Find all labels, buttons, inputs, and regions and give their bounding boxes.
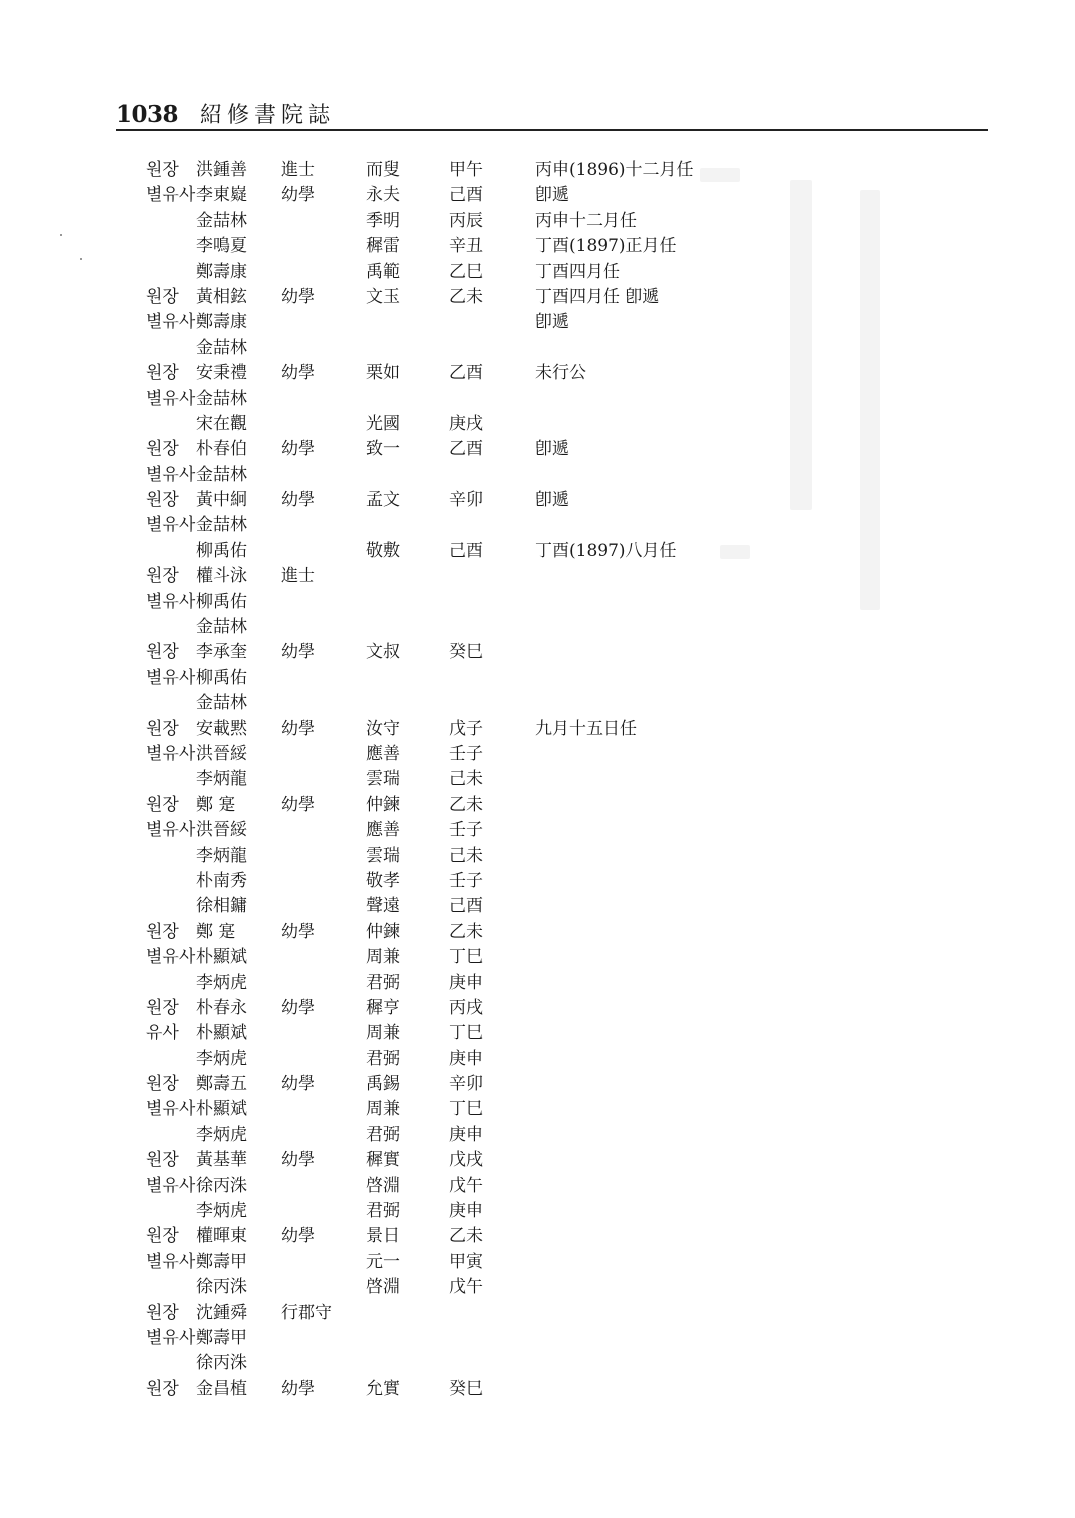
page-number: 1038 xyxy=(116,101,179,128)
entry-birth-year: 丁巳 xyxy=(449,947,483,968)
entry-courtesy-name: 文叔 xyxy=(366,642,400,663)
entry-birth-year: 壬子 xyxy=(449,743,483,764)
entry-name: 李炳虎 xyxy=(196,1048,247,1069)
entry-courtesy-name: 元一 xyxy=(366,1251,400,1272)
list-item xyxy=(0,793,1075,818)
entry-note: 卽遞 xyxy=(535,490,569,511)
entry-courtesy-name: 應善 xyxy=(366,743,400,764)
entry-name: 徐相鏞 xyxy=(196,896,247,917)
list-item xyxy=(0,818,1075,843)
entry-name: 李鳴夏 xyxy=(196,236,247,257)
list-item xyxy=(0,920,1075,945)
entry-grade: 幼學 xyxy=(281,363,315,384)
entry-note: 丙申十二月任 xyxy=(535,210,637,231)
entry-name: 鄭壽康 xyxy=(196,261,247,282)
entry-courtesy-name: 孟文 xyxy=(366,490,400,511)
entry-birth-year: 己酉 xyxy=(449,896,483,917)
list-item xyxy=(0,640,1075,665)
entry-courtesy-name: 穉亨 xyxy=(366,997,400,1018)
list-item xyxy=(0,996,1075,1021)
entry-note: 卽遞 xyxy=(535,439,569,460)
entry-grade: 進士 xyxy=(281,566,315,587)
entry-role: 원장 xyxy=(146,1150,179,1171)
entry-grade: 幼學 xyxy=(281,1378,315,1399)
entry-name: 鄭 寔 xyxy=(196,921,236,942)
list-item xyxy=(0,539,1075,564)
entry-name: 洪晉綏 xyxy=(196,743,247,764)
list-item xyxy=(0,1275,1075,1300)
entry-name: 朴顯斌 xyxy=(196,1099,247,1120)
entry-role: 별유사 xyxy=(146,388,196,409)
entry-name: 朴春伯 xyxy=(196,439,247,460)
entry-role: 원장 xyxy=(146,718,179,739)
entry-birth-year: 乙未 xyxy=(449,1226,483,1247)
list-item xyxy=(0,1199,1075,1224)
entry-name: 金喆林 xyxy=(196,210,247,231)
entry-role: 원장 xyxy=(146,1302,179,1323)
entry-courtesy-name: 禹範 xyxy=(366,261,400,282)
list-item xyxy=(0,742,1075,767)
list-item xyxy=(0,437,1075,462)
entry-grade: 幼學 xyxy=(281,1150,315,1171)
entry-name: 洪晉綏 xyxy=(196,820,247,841)
entry-name: 李炳虎 xyxy=(196,972,247,993)
list-item xyxy=(0,1301,1075,1326)
entry-name: 宋在觀 xyxy=(196,413,247,434)
list-item xyxy=(0,1072,1075,1097)
entry-courtesy-name: 禹錫 xyxy=(366,1074,400,1095)
entry-name: 朴春永 xyxy=(196,997,247,1018)
list-item xyxy=(0,361,1075,386)
list-item xyxy=(0,1326,1075,1351)
entry-birth-year: 丙辰 xyxy=(449,210,483,231)
entry-courtesy-name: 汝守 xyxy=(366,718,400,739)
list-item xyxy=(0,1047,1075,1072)
entry-note: 丁酉(1897)八月任 xyxy=(535,540,677,561)
list-item xyxy=(0,158,1075,183)
entry-role: 별유사 xyxy=(146,515,196,536)
entry-name: 黃基華 xyxy=(196,1150,247,1171)
entry-role: 원장 xyxy=(146,286,179,307)
list-item xyxy=(0,615,1075,640)
appointment-list xyxy=(0,158,1075,1402)
list-item xyxy=(0,183,1075,208)
list-item xyxy=(0,1377,1075,1402)
entry-role: 별유사 xyxy=(146,312,196,333)
entry-role: 원장 xyxy=(146,566,179,587)
entry-birth-year: 己未 xyxy=(449,845,483,866)
entry-role: 원장 xyxy=(146,1378,179,1399)
list-item xyxy=(0,234,1075,259)
entry-birth-year: 庚戌 xyxy=(449,413,483,434)
entry-name: 金昌植 xyxy=(196,1378,247,1399)
entry-name: 柳禹佑 xyxy=(196,667,247,688)
entry-name: 朴顯斌 xyxy=(196,947,247,968)
entry-name: 朴顯斌 xyxy=(196,1023,247,1044)
entry-role: 별유사 xyxy=(146,1175,196,1196)
list-item xyxy=(0,209,1075,234)
entry-name: 黃中絅 xyxy=(196,490,247,511)
list-item xyxy=(0,1021,1075,1046)
entry-courtesy-name: 雲瑞 xyxy=(366,769,400,790)
entry-role: 별유사 xyxy=(146,667,196,688)
entry-birth-year: 己酉 xyxy=(449,185,483,206)
list-item xyxy=(0,717,1075,742)
entry-courtesy-name: 應善 xyxy=(366,820,400,841)
entry-birth-year: 辛卯 xyxy=(449,1074,483,1095)
list-item xyxy=(0,387,1075,412)
entry-name: 李東嶷 xyxy=(196,185,247,206)
entry-name: 權暉東 xyxy=(196,1226,247,1247)
list-item xyxy=(0,1148,1075,1173)
entry-birth-year: 丙戌 xyxy=(449,997,483,1018)
entry-name: 鄭壽甲 xyxy=(196,1327,247,1348)
entry-birth-year: 辛丑 xyxy=(449,236,483,257)
list-item xyxy=(0,260,1075,285)
entry-birth-year: 庚申 xyxy=(449,972,483,993)
list-item xyxy=(0,666,1075,691)
entry-role: 원장 xyxy=(146,997,179,1018)
entry-name: 金喆林 xyxy=(196,693,247,714)
book-title: 紹修書院誌 xyxy=(200,103,336,128)
entry-role: 별유사 xyxy=(146,185,196,206)
list-item xyxy=(0,513,1075,538)
entry-courtesy-name: 君弼 xyxy=(366,1201,400,1222)
entry-name: 權斗泳 xyxy=(196,566,247,587)
list-item xyxy=(0,1097,1075,1122)
entry-name: 李炳龍 xyxy=(196,769,247,790)
entry-role: 원장 xyxy=(146,363,179,384)
entry-birth-year: 乙未 xyxy=(449,286,483,307)
entry-name: 金喆林 xyxy=(196,617,247,638)
entry-birth-year: 甲午 xyxy=(449,160,483,180)
entry-courtesy-name: 仲鍊 xyxy=(366,921,400,942)
entry-note: 丁酉(1897)正月任 xyxy=(535,236,677,257)
entry-note: 九月十五日任 xyxy=(535,718,637,739)
entry-role: 원장 xyxy=(146,794,179,815)
entry-courtesy-name: 允實 xyxy=(366,1378,400,1399)
entry-name: 金喆林 xyxy=(196,388,247,409)
entry-name: 金喆林 xyxy=(196,464,247,485)
entry-grade: 幼學 xyxy=(281,997,315,1018)
entry-role: 별유사 xyxy=(146,1327,196,1348)
entry-grade: 進士 xyxy=(281,160,315,180)
entry-birth-year: 乙未 xyxy=(449,794,483,815)
entry-courtesy-name: 周兼 xyxy=(366,1023,400,1044)
entry-name: 安載黙 xyxy=(196,718,247,739)
entry-courtesy-name: 景日 xyxy=(366,1226,400,1247)
entry-name: 金喆林 xyxy=(196,337,247,358)
entry-courtesy-name: 致一 xyxy=(366,439,400,460)
entry-role: 별유사 xyxy=(146,1099,196,1120)
entry-name: 鄭 寔 xyxy=(196,794,236,815)
entry-birth-year: 戊子 xyxy=(449,718,483,739)
entry-birth-year: 己酉 xyxy=(449,540,483,561)
list-item xyxy=(0,869,1075,894)
list-item xyxy=(0,1351,1075,1376)
entry-role: 별유사 xyxy=(146,947,196,968)
entry-role: 별유사 xyxy=(146,464,196,485)
entry-note: 卽遞 xyxy=(535,312,569,333)
entry-name: 朴南秀 xyxy=(196,870,247,891)
list-item xyxy=(0,412,1075,437)
entry-role: 원장 xyxy=(146,642,179,663)
entry-name: 鄭壽甲 xyxy=(196,1251,247,1272)
entry-role: 별유사 xyxy=(146,591,196,612)
list-item xyxy=(0,945,1075,970)
list-item xyxy=(0,1123,1075,1148)
entry-courtesy-name: 季明 xyxy=(366,210,400,231)
entry-role: 원장 xyxy=(146,1074,179,1095)
entry-role: 원장 xyxy=(146,921,179,942)
entry-name: 徐丙洙 xyxy=(196,1175,247,1196)
entry-grade: 幼學 xyxy=(281,718,315,739)
entry-name: 李承奎 xyxy=(196,642,247,663)
entry-birth-year: 壬子 xyxy=(449,870,483,891)
entry-role: 원장 xyxy=(146,490,179,511)
list-item xyxy=(0,310,1075,335)
list-item xyxy=(0,1174,1075,1199)
entry-grade: 幼學 xyxy=(281,1074,315,1095)
entry-courtesy-name: 而叟 xyxy=(366,160,400,180)
entry-grade: 幼學 xyxy=(281,642,315,663)
page-header xyxy=(116,98,335,130)
entry-note: 卽遞 xyxy=(535,185,569,206)
entry-courtesy-name: 仲鍊 xyxy=(366,794,400,815)
entry-birth-year: 乙酉 xyxy=(449,439,483,460)
entry-courtesy-name: 雲瑞 xyxy=(366,845,400,866)
entry-courtesy-name: 穉雷 xyxy=(366,236,400,257)
entry-grade: 幼學 xyxy=(281,286,315,307)
entry-birth-year: 戊午 xyxy=(449,1277,483,1298)
entry-grade: 幼學 xyxy=(281,439,315,460)
entry-role: 원장 xyxy=(146,439,179,460)
entry-birth-year: 乙未 xyxy=(449,921,483,942)
entry-courtesy-name: 周兼 xyxy=(366,947,400,968)
entry-grade: 行郡守 xyxy=(281,1302,332,1323)
list-item xyxy=(0,844,1075,869)
entry-note: 未行公 xyxy=(535,363,586,384)
entry-courtesy-name: 聲遠 xyxy=(366,896,400,917)
list-item xyxy=(0,767,1075,792)
entry-note: 丙申(1896)十二月任 xyxy=(535,160,694,180)
entry-role: 원장 xyxy=(146,160,179,180)
entry-name: 黃相鉉 xyxy=(196,286,247,307)
list-item xyxy=(0,971,1075,996)
header-rule xyxy=(116,129,988,131)
entry-birth-year: 癸巳 xyxy=(449,1378,483,1399)
entry-courtesy-name: 君弼 xyxy=(366,972,400,993)
entry-name: 柳禹佑 xyxy=(196,540,247,561)
entry-courtesy-name: 啓淵 xyxy=(366,1175,400,1196)
list-item xyxy=(0,336,1075,361)
entry-courtesy-name: 敬敷 xyxy=(366,540,400,561)
entry-courtesy-name: 栗如 xyxy=(366,363,400,384)
entry-birth-year: 庚申 xyxy=(449,1048,483,1069)
entry-role: 원장 xyxy=(146,1226,179,1247)
entry-note: 丁酉四月任 xyxy=(535,261,620,282)
list-item xyxy=(0,1224,1075,1249)
entry-role: 유사 xyxy=(146,1023,179,1044)
list-item xyxy=(0,590,1075,615)
entry-name: 鄭壽康 xyxy=(196,312,247,333)
entry-name: 柳禹佑 xyxy=(196,591,247,612)
entry-birth-year: 乙酉 xyxy=(449,363,483,384)
entry-courtesy-name: 君弼 xyxy=(366,1048,400,1069)
entry-courtesy-name: 穉實 xyxy=(366,1150,400,1171)
entry-courtesy-name: 文玉 xyxy=(366,286,400,307)
entry-courtesy-name: 永夫 xyxy=(366,185,400,206)
entry-birth-year: 戊戌 xyxy=(449,1150,483,1171)
entry-name: 沈鍾舜 xyxy=(196,1302,247,1323)
entry-birth-year: 己未 xyxy=(449,769,483,790)
entry-note: 丁酉四月任 卽遞 xyxy=(535,286,660,307)
entry-name: 徐丙洙 xyxy=(196,1353,247,1374)
entry-name: 李炳虎 xyxy=(196,1201,247,1222)
entry-grade: 幼學 xyxy=(281,921,315,942)
entry-birth-year: 乙巳 xyxy=(449,261,483,282)
entry-birth-year: 辛卯 xyxy=(449,490,483,511)
entry-grade: 幼學 xyxy=(281,185,315,206)
entry-courtesy-name: 敬孝 xyxy=(366,870,400,891)
entry-courtesy-name: 周兼 xyxy=(366,1099,400,1120)
entry-name: 鄭壽五 xyxy=(196,1074,247,1095)
entry-grade: 幼學 xyxy=(281,1226,315,1247)
entry-courtesy-name: 君弼 xyxy=(366,1124,400,1145)
entry-courtesy-name: 光國 xyxy=(366,413,400,434)
list-item xyxy=(0,691,1075,716)
entry-birth-year: 丁巳 xyxy=(449,1099,483,1120)
entry-birth-year: 癸巳 xyxy=(449,642,483,663)
entry-courtesy-name: 啓淵 xyxy=(366,1277,400,1298)
list-item xyxy=(0,894,1075,919)
entry-role: 별유사 xyxy=(146,1251,196,1272)
entry-name: 李炳龍 xyxy=(196,845,247,866)
entry-birth-year: 丁巳 xyxy=(449,1023,483,1044)
entry-birth-year: 甲寅 xyxy=(449,1251,483,1272)
entry-grade: 幼學 xyxy=(281,490,315,511)
entry-birth-year: 庚申 xyxy=(449,1201,483,1222)
list-item xyxy=(0,488,1075,513)
entry-birth-year: 戊午 xyxy=(449,1175,483,1196)
entry-name: 金喆林 xyxy=(196,515,247,536)
list-item xyxy=(0,564,1075,589)
entry-role: 별유사 xyxy=(146,743,196,764)
list-item xyxy=(0,285,1075,310)
entry-name: 李炳虎 xyxy=(196,1124,247,1145)
entry-name: 徐丙洙 xyxy=(196,1277,247,1298)
entry-birth-year: 壬子 xyxy=(449,820,483,841)
list-item xyxy=(0,1250,1075,1275)
entry-name: 洪鍾善 xyxy=(196,160,247,180)
entry-birth-year: 庚申 xyxy=(449,1124,483,1145)
entry-name: 安秉禮 xyxy=(196,363,247,384)
entry-grade: 幼學 xyxy=(281,794,315,815)
entry-role: 별유사 xyxy=(146,820,196,841)
list-item xyxy=(0,463,1075,488)
